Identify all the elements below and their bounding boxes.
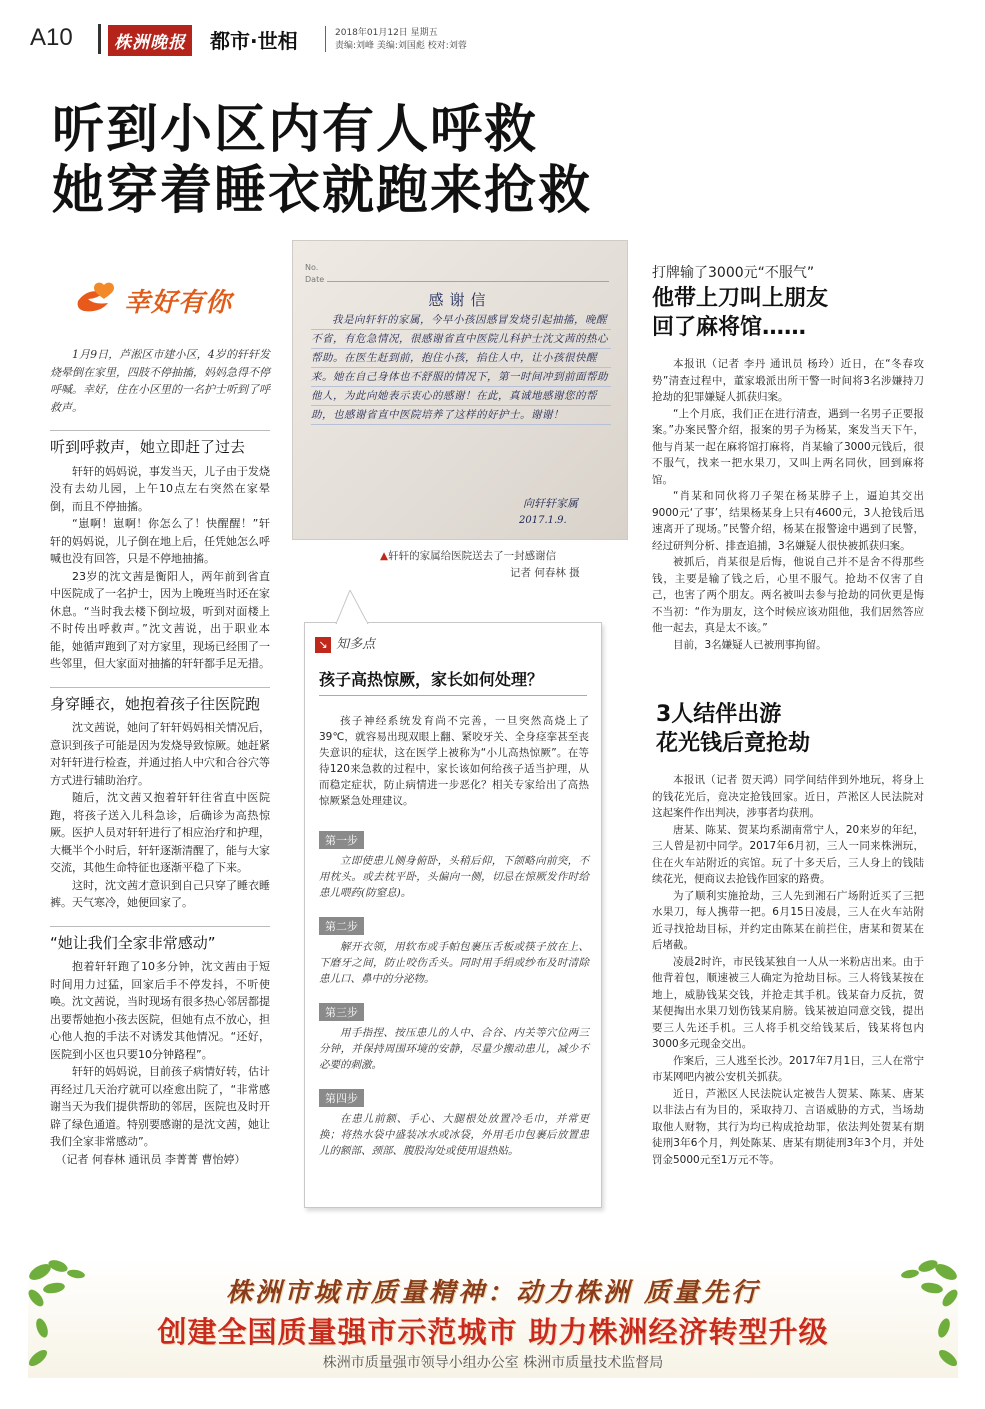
main-story-column (50, 346, 270, 1168)
photo-credit: 记者 何春林 摄 (510, 567, 580, 579)
caption-triangle-icon: ▲ (380, 550, 389, 562)
section-3-para: 抱着轩轩跑了10多分钟，沈文茜由于短时间用力过猛，回家后手不停发抖，不听使唤。沈文茜说，当时现场有很多热心邻居都提出要帮她抱小孩去医院，但她有点不放心，担心他人抱的手法不对诱发其他情况。“还好，医院到小区也只要10分钟路程”。 (50, 960, 270, 1061)
tips-title-rule (319, 695, 587, 696)
section-1-title: 听到呼救声，她立即赶了过去 (50, 438, 246, 456)
section-2-para: 沈文茜说，她问了轩轩妈妈相关情况后，意识到孩子可能是因为发烧导致惊厥。她赶紧对轩轩进行检查，并通过掐人中穴和合谷穴等方式进行辅助治疗。 (50, 721, 270, 787)
page-header (30, 20, 955, 60)
story-2-headline-1: 他带上刀叫上朋友 (652, 286, 829, 311)
column-logo-text: 幸好有你 (124, 288, 233, 318)
hands-heart-icon (74, 279, 122, 315)
staff-line: 责编:刘峰 美编:刘国彪 校对:刘蓉 (335, 41, 467, 51)
step-item (319, 915, 589, 987)
story-3-para: 凌晨2时许，市民钱某独自一人从一米粉店出来。由于他背着包，顺速被三人确定为抢劫目标。三人将钱某按在地上，威胁钱某交钱，并抢走其手机。钱某奋力反抗，贺某便掏出水果刀划伤钱某肩膀。钱某被迫同意交钱，提出要三人先还手机。三人将手机交给钱某后，钱某将包内3000多元现金交出。 (652, 955, 924, 1050)
tips-tag-icon: ↘ (315, 637, 331, 653)
story-3-para: 本报讯（记者 贺天鸿）同学间结伴到外地玩，将身上的钱花光后，竟决定抢钱回家。近日，芦淞区人民法院对这起案件作出判决，涉事者均获刑。 (652, 774, 924, 819)
story-2-para: 被抓后，肖某很是后悔，他说自己并不是舍不得那些钱，主要是输了钱之后，心里不服气。抢劫不仅害了自己，也害了两个朋友。两名被叫去参与抢劫的同伙更是悔不当初：“作为朋友，这个时候应该劝阻他，我们居然答应他一起去，真是太不该。” (652, 556, 924, 634)
letter-no-label: No. (305, 263, 319, 272)
step-label: 第二步 (319, 917, 364, 935)
date-line: 2018年01月12日 星期五 (335, 28, 438, 38)
story-3 (652, 700, 924, 1168)
headline-line-2: 她穿着睡衣就跑来抢救 (52, 161, 593, 221)
story-byline: （记者 何春林 通讯员 李菁菁 曹怡婷） (55, 1152, 246, 1166)
photo-caption (380, 548, 630, 563)
story-2-para: “肖某和同伙将刀子架在杨某脖子上，逼迫其交出9000元‘了事’，结果杨某身上只有4600元，3人抢钱后迅速离开了现场。”民警介绍，杨某在报警途中遇到了民警，经过研判分析、排查追捕，3名嫌疑人很快被抓获归案。 (652, 490, 924, 552)
section-2-para: 随后，沈文茜又抱着轩轩往省直中医院跑，将孩子送入儿科急诊，后确诊为高热惊厥。医护人员对轩轩进行了相应治疗和护理，大概半个小时后，轩轩逐渐清醒了，能与大家交流，其他生命特征也逐渐平稳了下来。 (50, 791, 270, 874)
story-2-para: 目前，3名嫌疑人已被刑事拘留。 (673, 638, 827, 651)
tips-tag (315, 633, 375, 653)
letter-signed-date: 2017.1.9. (519, 515, 567, 526)
step-text: 立即使患儿侧身俯卧，头稍后仰，下颌略向前突，不用枕头。或去枕平卧，头偏向一侧，切忌在惊厥发作时给患儿喂药(防窒息)。 (319, 855, 589, 899)
section-divider (50, 926, 270, 927)
section-name: 都市·世相 (210, 29, 298, 53)
step-item (319, 1001, 589, 1073)
tips-box-pointer (332, 590, 372, 624)
step-item (319, 829, 589, 901)
section-1-para: 23岁的沈文茜是衡阳人，两年前到省直中医院成了一名护士，因为上晚班当时还在家休息。“当时我去楼下倒垃圾，听到对面楼上不时传出呼救声。”沈文茜说，出于职业本能，她循声跑到了对方家里，现场已经围了一些邻里，但大家面对抽搐的轩轩都手足无措。 (50, 569, 270, 670)
paper-logo: 株洲晚报 (108, 25, 192, 56)
story-lead: 1月9日，芦淞区市建小区，4岁的轩轩发烧晕倒在家里，四肢不停抽搐，妈妈急得不停呼喊。幸好，住在小区里的一名护士听到了呼救声。 (50, 348, 270, 414)
story-2-body (652, 356, 924, 653)
header-divider-2 (325, 26, 326, 52)
tips-steps (319, 829, 589, 1159)
quality-banner (28, 1258, 958, 1378)
letter-rule (327, 281, 609, 282)
tips-intro-text: 孩子神经系统发育尚不完善，一旦突然高烧上了39℃，就容易出现双眼上翻、紧咬牙关、全身痉挛甚至丧失意识的症状，这在医学上被称为“小儿高热惊厥”。在等待120来急救的过程中，家长该如何给孩子适当护理，从而稳定症状，防止病情进一步恶化？相关专家给出了高热惊厥紧急处理建议。 (319, 715, 589, 807)
section-divider (50, 430, 270, 431)
caption-text: 轩轩的家属给医院送去了一封感谢信 (388, 550, 557, 562)
story-2-kicker: 打牌输了3000元“不服气” (652, 265, 815, 281)
banner-line-1: 株洲市城市质量精神：动力株洲 质量先行 (225, 1278, 761, 1308)
step-label: 第三步 (319, 1003, 364, 1021)
banner-footer: 株洲市质量强市领导小组办公室 株洲市质量技术监督局 (322, 1355, 664, 1371)
story-3-headline-1: 3人结伴出游 (656, 702, 782, 727)
letter-title: 感谢信 (428, 291, 492, 309)
letter-date-label: Date (305, 275, 325, 284)
letter-body: 我是向轩轩的家属，今早小孩因感冒发烧引起抽搐，晚醒不省，有危急情况，很感谢省直中医院儿科护士沈文茜的热心帮助。在医生赶到前，抱住小孩，掐住人中，让小孩很快醒来。她在自己身体也不舒服的情况下，第一时间冲到前面帮助他人，为此向她表示衷心的感谢！在此，真诚地感谢您的帮助，也感谢省直中医院培养了这样的好护士。谢谢！ (311, 311, 611, 425)
story-3-headline-2: 花光钱后竟抢劫 (656, 731, 811, 756)
headline-line-1: 听到小区内有人呼救 (52, 100, 539, 160)
story-2 (652, 262, 924, 653)
main-headline (52, 100, 652, 222)
step-label: 第四步 (319, 1089, 364, 1107)
section-1-para: “崽啊！崽啊！你怎么了！快醒醒！”轩轩的妈妈说，儿子倒在地上后，任凭她怎么呼喊也没有回答，只是不停地抽搐。 (50, 517, 270, 565)
letter-photo (292, 240, 628, 540)
tips-intro (319, 713, 589, 809)
section-3-title: “她让我们全家非常感动” (50, 933, 216, 952)
story-2-para: 本报讯（记者 李丹 通讯员 杨玲）近日，在“冬春攻势”清查过程中，董家塅派出所干警一时间将3名涉嫌持刀抢劫的犯罪嫌疑人抓获归案。 (652, 358, 924, 403)
page-number: A10 (30, 24, 73, 51)
step-text: 在患儿前额、手心、大腿根处放置冷毛巾，并常更换；将热水袋中盛装冰水或冰袋，外用毛巾包裹后放置患儿的额部、颈部、腹股沟处或使用退热贴。 (319, 1113, 589, 1157)
tips-box (304, 622, 602, 1208)
story-3-para: 为了顺利实施抢劫，三人先到湘石广场附近买了三把水果刀，每人携带一把。6月15日凌晨，三人在火车站附近寻找抢劫目标，并约定由陈某在前拦住，唐某和贺某在后堵截。 (652, 889, 924, 951)
section-2-para: 这时，沈文茜才意识到自己只穿了睡衣睡裤。天气寒冷，她便回家了。 (50, 878, 270, 909)
step-label: 第一步 (319, 831, 364, 849)
section-2-title: 身穿睡衣，她抱着孩子往医院跑 (50, 694, 261, 713)
letter-signature: 向轩轩家属 (523, 497, 578, 510)
story-2-para: “上个月底，我们正在进行清查，遇到一名男子正要报案。”办案民警介绍，报案的男子为杨某，案发当天下午，他与肖某一起在麻将馆打麻将，肖某输了3000元钱后，很不服气，找来一把水果刀，又叫上两名同伙，回到麻将馆。 (652, 407, 924, 486)
story-3-para: 作案后，三人逃至长沙。2017年7月1日，三人在常宁市某网吧内被公安机关抓获。 (652, 1054, 924, 1083)
story-3-para: 唐某、陈某、贺某均系湖南常宁人，20来岁的年纪，三人曾是初中同学。2017年6月初，三人一同来株洲玩，住在火车站附近的宾馆。玩了十多天后，三人身上的钱陆续花光，便商议去抢钱作回家的路费。 (652, 823, 924, 885)
section-3-para: 轩轩的妈妈说，目前孩子病情好转，估计再经过几天治疗就可以痊愈出院了，“非常感谢当天为我们提供帮助的邻居，医院也及时开辟了绿色通道。特别要感谢的是沈文茜，她让我们全家非常感动”。 (50, 1065, 270, 1148)
section-1-para: 轩轩的妈妈说，事发当天，儿子由于发烧没有去幼儿园，上午10点左右突然在家晕倒，而且不停抽搐。 (50, 464, 270, 513)
banner-line-2: 创建全国质量强市示范城市 助力株洲经济转型升级 (157, 1315, 829, 1349)
step-text: 用手指捏、按压患儿的人中、合谷、内关等穴位两三分钟，并保持周围环境的安静，尽量少搬动患儿，减少不必要的刺激。 (319, 1027, 589, 1071)
story-3-body (652, 772, 924, 1168)
column-logo (74, 273, 264, 321)
story-3-para: 近日，芦淞区人民法院认定被告人贺某、陈某、唐某以非法占有为目的，采取持刀、言语威胁的方式，当场劫取他人财物，其行为均已构成抢劫罪，依法判处贺某有期徒刑3年6个月，判处陈某、唐某有期徒刑3年3个月，并处罚金5000元至1万元不等。 (652, 1087, 924, 1166)
header-divider (98, 24, 101, 54)
story-2-headline-2: 回了麻将馆…… (652, 315, 807, 340)
tips-tag-label: 知多点 (336, 637, 376, 652)
tips-title: 孩子高热惊厥，家长如何处理？ (319, 670, 544, 689)
step-text: 解开衣领，用软布或手帕包裹压舌板或筷子放在上、下磨牙之间，防止咬伤舌头。同时用手绢或纱布及时清除患儿口、鼻中的分泌物。 (319, 941, 589, 985)
section-divider (50, 687, 270, 688)
step-item (319, 1087, 589, 1159)
